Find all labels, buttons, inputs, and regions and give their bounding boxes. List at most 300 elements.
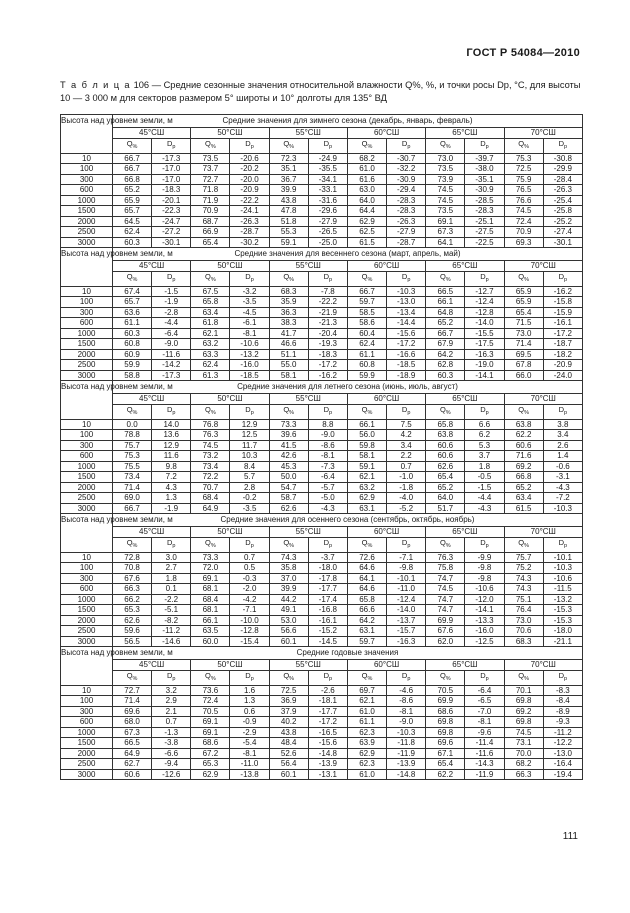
- value-cell: 74.7: [426, 605, 465, 616]
- symbol-letter: Q: [205, 272, 211, 281]
- value-cell: -10.6: [465, 584, 504, 595]
- value-cell: 42.6: [269, 451, 308, 462]
- height-cell: 10: [61, 286, 113, 297]
- symbol-subscript: %: [210, 543, 216, 549]
- symbol-letter: Q: [283, 139, 290, 148]
- value-cell: -9.3: [543, 717, 582, 728]
- latitude-header: 70°СШ: [504, 660, 582, 671]
- value-cell: 73.4: [191, 461, 230, 472]
- symbol-subscript: р: [564, 543, 568, 549]
- value-cell: -17.4: [308, 594, 347, 605]
- table-row: [61, 482, 583, 493]
- symbol-letter: Q: [126, 538, 133, 547]
- latitude-header: 65°СШ: [426, 128, 504, 139]
- dewpoint-symbol: [543, 671, 582, 686]
- value-cell: 69.2: [504, 461, 543, 472]
- value-cell: -28.3: [465, 206, 504, 217]
- value-cell: 68.6: [191, 738, 230, 749]
- value-cell: -11.2: [152, 626, 191, 637]
- value-cell: -9.4: [152, 759, 191, 770]
- value-cell: 67.4: [113, 286, 152, 297]
- humidity-symbol: [113, 272, 152, 287]
- value-cell: -14.5: [308, 636, 347, 647]
- value-cell: 39.6: [269, 430, 308, 441]
- value-cell: -3.5: [230, 297, 269, 308]
- value-cell: -6.6: [152, 748, 191, 759]
- symbol-letter: D: [480, 405, 486, 414]
- value-cell: -2.2: [152, 594, 191, 605]
- height-cell: 10: [61, 419, 113, 430]
- symbol-subscript: %: [289, 676, 295, 682]
- value-cell: -11.6: [465, 748, 504, 759]
- value-cell: 75.3: [113, 451, 152, 462]
- table-row: [61, 164, 583, 175]
- table-row: [61, 349, 583, 360]
- value-cell: 72.8: [113, 552, 152, 563]
- value-cell: -17.7: [308, 584, 347, 595]
- height-cell: 10: [61, 552, 113, 563]
- section-title: Средние значения для летнего сезона (июнь, июль, август): [113, 381, 583, 394]
- value-cell: 58.6: [347, 318, 386, 329]
- value-cell: 56.6: [269, 626, 308, 637]
- value-cell: 72.6: [347, 552, 386, 563]
- value-cell: -15.9: [543, 307, 582, 318]
- value-cell: -12.7: [465, 286, 504, 297]
- symbol-letter: D: [166, 671, 173, 680]
- value-cell: -10.3: [387, 286, 426, 297]
- table-row: [61, 563, 583, 574]
- value-cell: 62.3: [347, 759, 386, 770]
- value-cell: -30.7: [387, 153, 426, 164]
- humidity-symbol: [191, 538, 230, 553]
- value-cell: 62.6: [269, 503, 308, 514]
- symbol-letter: D: [245, 272, 251, 281]
- symbol-subscript: р: [329, 676, 333, 682]
- humidity-symbol: [426, 671, 465, 686]
- value-cell: 63.4: [504, 493, 543, 504]
- value-cell: -28.3: [387, 206, 426, 217]
- value-cell: -20.6: [230, 153, 269, 164]
- dewpoint-symbol: [543, 405, 582, 420]
- value-cell: 69.8: [426, 727, 465, 738]
- symbol-subscript: %: [445, 410, 451, 416]
- value-cell: -21.1: [543, 636, 582, 647]
- value-cell: 0.7: [387, 461, 426, 472]
- symbol-subscript: р: [329, 410, 333, 416]
- dewpoint-symbol: [387, 272, 426, 287]
- value-cell: 60.1: [269, 636, 308, 647]
- latitude-row: [61, 261, 583, 272]
- value-cell: -16.5: [308, 727, 347, 738]
- value-cell: 67.3: [426, 227, 465, 238]
- value-cell: 76.8: [191, 419, 230, 430]
- value-cell: 68.2: [504, 759, 543, 770]
- latitude-header: 65°СШ: [426, 660, 504, 671]
- value-cell: 58.1: [347, 451, 386, 462]
- value-cell: -3.2: [230, 286, 269, 297]
- table-row: [61, 206, 583, 217]
- value-cell: 62.2: [504, 430, 543, 441]
- symbol-letter: D: [245, 671, 251, 680]
- value-cell: -10.3: [543, 563, 582, 574]
- section-title: Средние значения для зимнего сезона (декабрь, январь, февраль): [113, 115, 583, 128]
- height-cell: 600: [61, 717, 113, 728]
- value-cell: -12.4: [387, 594, 426, 605]
- value-cell: 63.2: [347, 482, 386, 493]
- value-cell: -25.8: [543, 206, 582, 217]
- symbol-subscript: р: [250, 277, 254, 283]
- value-cell: -13.0: [387, 297, 426, 308]
- height-cell: 2000: [61, 349, 113, 360]
- value-cell: -1.3: [152, 727, 191, 738]
- value-cell: -9.8: [465, 573, 504, 584]
- value-cell: 65.9: [504, 286, 543, 297]
- value-cell: 64.9: [113, 748, 152, 759]
- value-cell: -4.3: [308, 503, 347, 514]
- table-row: [61, 573, 583, 584]
- value-cell: 40.2: [269, 717, 308, 728]
- value-cell: -8.1: [387, 706, 426, 717]
- symbol-subscript: %: [367, 277, 373, 283]
- value-cell: 59.1: [347, 461, 386, 472]
- value-cell: 73.7: [191, 164, 230, 175]
- table-row: [61, 430, 583, 441]
- value-cell: 2.8: [230, 482, 269, 493]
- value-cell: -8.1: [230, 328, 269, 339]
- value-cell: 58.5: [347, 307, 386, 318]
- dewpoint-symbol: [465, 671, 504, 686]
- value-cell: 66.1: [347, 419, 386, 430]
- value-cell: -14.1: [465, 605, 504, 616]
- symbol-letter: D: [558, 272, 565, 281]
- value-cell: -10.6: [230, 339, 269, 350]
- value-cell: 2.6: [543, 440, 582, 451]
- value-cell: 62.3: [347, 727, 386, 738]
- page-number: 111: [562, 831, 578, 842]
- value-cell: 62.9: [347, 748, 386, 759]
- table-row: [61, 419, 583, 430]
- value-cell: 69.3: [504, 237, 543, 248]
- value-cell: 61.1: [347, 349, 386, 360]
- value-cell: 43.8: [269, 195, 308, 206]
- symbol-letter: D: [558, 671, 565, 680]
- value-cell: -22.2: [308, 297, 347, 308]
- symbol-subscript: р: [485, 543, 489, 549]
- value-cell: -29.6: [308, 206, 347, 217]
- value-cell: -16.6: [387, 349, 426, 360]
- value-cell: 67.5: [191, 286, 230, 297]
- dewpoint-symbol: [152, 538, 191, 553]
- value-cell: 12.9: [230, 419, 269, 430]
- value-cell: 75.3: [504, 153, 543, 164]
- value-cell: 68.3: [269, 286, 308, 297]
- value-cell: 61.0: [347, 706, 386, 717]
- symbol-subscript: р: [172, 543, 176, 549]
- value-cell: 2.1: [152, 706, 191, 717]
- height-cell: 2500: [61, 759, 113, 770]
- row-header-cell: Высота над уровнем земли, м: [61, 115, 113, 154]
- table-row: [61, 297, 583, 308]
- value-cell: 4.3: [152, 482, 191, 493]
- value-cell: 74.5: [426, 185, 465, 196]
- symbol-letter: D: [401, 405, 408, 414]
- symbol-subscript: %: [367, 543, 373, 549]
- value-cell: 65.2: [504, 482, 543, 493]
- value-cell: 69.1: [191, 717, 230, 728]
- height-cell: 10: [61, 685, 113, 696]
- value-cell: 70.8: [113, 563, 152, 574]
- value-cell: 72.3: [269, 153, 308, 164]
- value-cell: -19.0: [465, 360, 504, 371]
- value-cell: 71.8: [191, 185, 230, 196]
- symbol-letter: D: [323, 538, 330, 547]
- height-cell: 600: [61, 584, 113, 595]
- value-cell: -25.4: [543, 195, 582, 206]
- value-cell: -11.8: [387, 738, 426, 749]
- value-cell: -0.6: [543, 461, 582, 472]
- value-cell: -30.1: [152, 237, 191, 248]
- value-cell: 1.3: [152, 493, 191, 504]
- value-cell: 74.5: [191, 440, 230, 451]
- value-cell: 60.6: [426, 451, 465, 462]
- height-cell: 1000: [61, 461, 113, 472]
- symbol-subscript: %: [210, 410, 216, 416]
- symbol-letter: Q: [283, 538, 290, 547]
- table-row: [61, 174, 583, 185]
- value-cell: -9.8: [387, 563, 426, 574]
- latitude-header: 50°СШ: [191, 660, 269, 671]
- value-cell: -13.2: [543, 594, 582, 605]
- value-cell: 58.8: [113, 370, 152, 381]
- humidity-dewpoint-table: [60, 114, 583, 780]
- value-cell: 73.9: [426, 174, 465, 185]
- section-title-row: [61, 647, 583, 660]
- value-cell: 73.2: [191, 451, 230, 462]
- dewpoint-symbol: [308, 538, 347, 553]
- value-cell: 66.5: [426, 286, 465, 297]
- value-cell: 37.0: [269, 573, 308, 584]
- value-cell: -14.6: [152, 636, 191, 647]
- value-cell: 0.6: [230, 706, 269, 717]
- value-cell: 47.8: [269, 206, 308, 217]
- dewpoint-symbol: [230, 671, 269, 686]
- symbol-subscript: р: [329, 144, 333, 150]
- value-cell: 56.5: [113, 636, 152, 647]
- height-cell: 1000: [61, 328, 113, 339]
- value-cell: -17.3: [152, 153, 191, 164]
- symbol-subscript: %: [367, 410, 373, 416]
- symbol-letter: D: [245, 538, 251, 547]
- height-cell: 100: [61, 297, 113, 308]
- value-cell: -2.6: [308, 685, 347, 696]
- value-cell: -26.3: [543, 185, 582, 196]
- value-cell: 66.8: [504, 472, 543, 483]
- latitude-row: [61, 128, 583, 139]
- value-cell: -7.2: [543, 493, 582, 504]
- value-cell: -17.2: [308, 360, 347, 371]
- value-cell: -17.0: [152, 174, 191, 185]
- value-cell: 61.1: [113, 318, 152, 329]
- symbol-subscript: %: [210, 144, 216, 150]
- symbol-subscript: р: [250, 676, 254, 682]
- symbol-subscript: р: [485, 144, 489, 150]
- latitude-row: [61, 527, 583, 538]
- value-cell: -7.8: [308, 286, 347, 297]
- humidity-symbol: [269, 139, 308, 154]
- value-cell: -11.4: [465, 738, 504, 749]
- value-cell: 63.2: [191, 339, 230, 350]
- value-cell: 45.3: [269, 461, 308, 472]
- value-cell: -33.1: [308, 185, 347, 196]
- value-cell: 66.8: [113, 174, 152, 185]
- value-cell: -3.1: [543, 472, 582, 483]
- value-cell: 70.5: [426, 685, 465, 696]
- value-cell: 66.7: [113, 164, 152, 175]
- value-cell: 1.8: [465, 461, 504, 472]
- dewpoint-symbol: [230, 538, 269, 553]
- value-cell: 63.1: [347, 503, 386, 514]
- symbol-letter: D: [401, 538, 408, 547]
- height-cell: 2500: [61, 626, 113, 637]
- section-title: Средние годовые значения: [113, 647, 583, 660]
- value-cell: -17.2: [387, 339, 426, 350]
- value-cell: 65.2: [426, 482, 465, 493]
- value-cell: 60.9: [113, 349, 152, 360]
- symbol-subscript: %: [367, 144, 373, 150]
- symbol-subscript: %: [445, 144, 451, 150]
- value-cell: 72.0: [191, 563, 230, 574]
- value-cell: 60.3: [113, 328, 152, 339]
- value-cell: 50.0: [269, 472, 308, 483]
- latitude-header: 50°СШ: [191, 128, 269, 139]
- value-cell: 72.4: [191, 696, 230, 707]
- value-cell: -1.5: [465, 482, 504, 493]
- height-cell: 3000: [61, 237, 113, 248]
- height-cell: 3000: [61, 636, 113, 647]
- value-cell: -16.3: [387, 636, 426, 647]
- value-cell: 1.8: [152, 573, 191, 584]
- height-cell: 1000: [61, 727, 113, 738]
- symbol-letter: D: [401, 272, 408, 281]
- value-cell: -0.2: [230, 493, 269, 504]
- table-caption: [60, 79, 592, 104]
- value-cell: -10.0: [230, 615, 269, 626]
- symbol-subscript: р: [564, 144, 568, 150]
- symbol-letter: D: [323, 272, 330, 281]
- latitude-header: 55°СШ: [269, 660, 347, 671]
- table-row: [61, 195, 583, 206]
- value-cell: -16.1: [308, 615, 347, 626]
- value-cell: 67.8: [504, 360, 543, 371]
- value-cell: -5.1: [152, 605, 191, 616]
- value-cell: 69.8: [426, 717, 465, 728]
- latitude-row: [61, 660, 583, 671]
- latitude-header: 65°СШ: [426, 527, 504, 538]
- value-cell: -11.5: [543, 584, 582, 595]
- value-cell: 67.1: [426, 748, 465, 759]
- latitude-header: 70°СШ: [504, 128, 582, 139]
- dewpoint-symbol: [387, 405, 426, 420]
- value-cell: 69.0: [113, 493, 152, 504]
- value-cell: -3.5: [230, 503, 269, 514]
- symbol-letter: Q: [126, 272, 133, 281]
- value-cell: -14.0: [465, 318, 504, 329]
- table-row: [61, 328, 583, 339]
- humidity-symbol: [269, 538, 308, 553]
- value-cell: -24.7: [152, 216, 191, 227]
- humidity-symbol: [191, 671, 230, 686]
- value-cell: 56.4: [269, 759, 308, 770]
- value-cell: 73.3: [269, 419, 308, 430]
- symbol-subscript: р: [564, 410, 568, 416]
- table-row: [61, 696, 583, 707]
- value-cell: -12.6: [152, 769, 191, 780]
- height-cell: 300: [61, 307, 113, 318]
- value-cell: 65.9: [113, 195, 152, 206]
- value-cell: -20.2: [230, 164, 269, 175]
- value-cell: -12.2: [543, 738, 582, 749]
- value-cell: 36.3: [269, 307, 308, 318]
- symbol-letter: D: [480, 139, 486, 148]
- value-cell: 65.8: [191, 297, 230, 308]
- height-cell: 2000: [61, 748, 113, 759]
- symbol-letter: D: [245, 405, 251, 414]
- value-cell: 60.1: [269, 769, 308, 780]
- value-cell: 46.6: [269, 339, 308, 350]
- symbol-row: [61, 139, 583, 154]
- symbol-subscript: р: [172, 144, 176, 150]
- value-cell: 74.5: [504, 206, 543, 217]
- latitude-header: 70°СШ: [504, 394, 582, 405]
- value-cell: 60.4: [347, 328, 386, 339]
- value-cell: -9.0: [152, 339, 191, 350]
- value-cell: 62.4: [347, 339, 386, 350]
- latitude-header: 50°СШ: [191, 527, 269, 538]
- table-row: [61, 237, 583, 248]
- symbol-subscript: р: [407, 410, 411, 416]
- value-cell: -12.5: [465, 636, 504, 647]
- value-cell: -18.5: [387, 360, 426, 371]
- value-cell: 64.0: [347, 195, 386, 206]
- value-cell: -26.3: [387, 216, 426, 227]
- value-cell: 72.7: [191, 174, 230, 185]
- height-cell: 1000: [61, 594, 113, 605]
- symbol-letter: D: [166, 139, 173, 148]
- row-header-cell: Высота над уровнем земли, м: [61, 248, 113, 287]
- value-cell: 39.9: [269, 584, 308, 595]
- value-cell: 69.5: [504, 349, 543, 360]
- value-cell: -9.8: [465, 563, 504, 574]
- value-cell: -14.1: [465, 370, 504, 381]
- value-cell: 6.6: [465, 419, 504, 430]
- value-cell: 61.0: [347, 164, 386, 175]
- value-cell: -12.8: [465, 307, 504, 318]
- value-cell: -30.8: [543, 153, 582, 164]
- height-cell: 100: [61, 164, 113, 175]
- symbol-letter: Q: [283, 405, 290, 414]
- value-cell: -30.9: [465, 185, 504, 196]
- value-cell: 70.9: [191, 206, 230, 217]
- value-cell: -4.4: [152, 318, 191, 329]
- value-cell: 41.7: [269, 328, 308, 339]
- value-cell: -17.3: [152, 370, 191, 381]
- value-cell: -18.9: [387, 370, 426, 381]
- height-cell: 3000: [61, 370, 113, 381]
- symbol-subscript: %: [445, 676, 451, 682]
- section-title: Средние значения для весеннего сезона (март, апрель, май): [113, 248, 583, 261]
- value-cell: -28.4: [543, 174, 582, 185]
- value-cell: -16.1: [543, 318, 582, 329]
